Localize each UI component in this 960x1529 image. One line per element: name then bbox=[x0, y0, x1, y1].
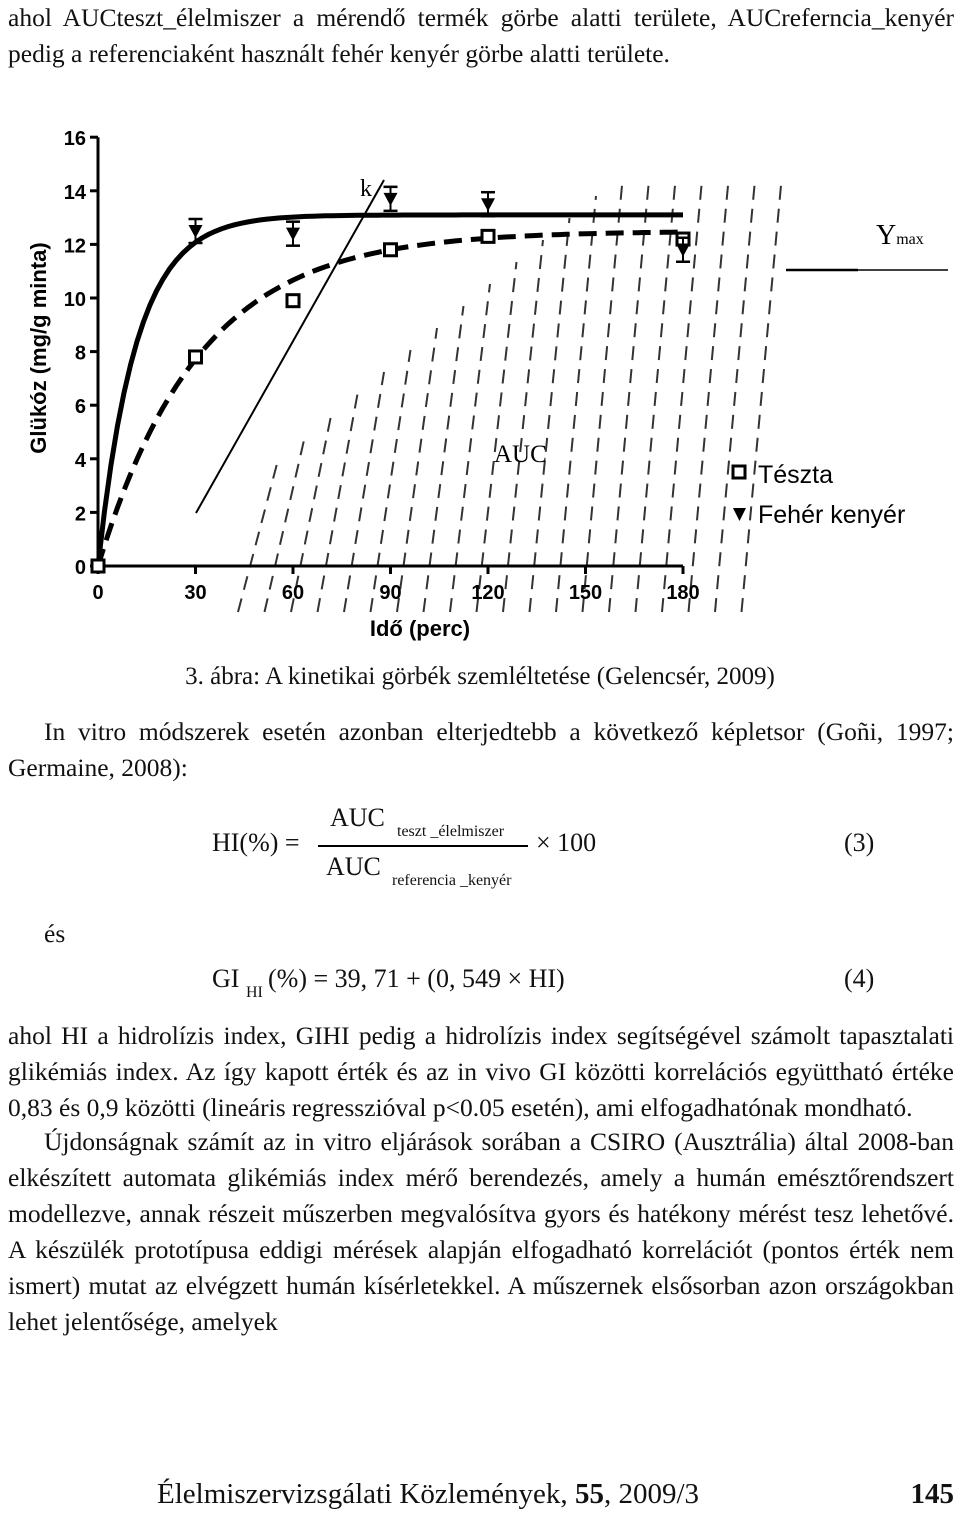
point-teszta bbox=[287, 295, 299, 307]
eq3-denominator-sub: referencia _kenyér bbox=[392, 872, 512, 889]
y-tick-labels bbox=[64, 128, 98, 579]
k-label: k bbox=[360, 176, 372, 202]
y-tick-label: 12 bbox=[63, 235, 86, 258]
x-tick-label: 180 bbox=[666, 582, 700, 604]
ymax-subscript: max bbox=[896, 231, 924, 248]
paragraph-3: Újdonságnak számít az in vitro eljárások sorában a CSIRO (Ausztrália) által 2008-ban elkészített automata glikémiás index mérő berendezés, amely a humán emésztőrendszert modellezve, annak részeit műszerben megvalósítva gyors és hatékony mérést tesz lehetővé. A készülék prototípusa eddigi mérések alapján elfogadható korrelációt (pontos érték nem ismert) mutat az elvégzett humán kísérletekkel. A műszernek elsősorban azon országokban lehet jelentősége, amelyek bbox=[8, 1127, 954, 1336]
figure-caption: 3. ábra: A kinetikai görbék szemléltetése (Gelencsér, 2009) bbox=[185, 663, 775, 690]
ymax-label: Ymax bbox=[876, 220, 924, 251]
y-tick-label: 14 bbox=[63, 181, 86, 204]
eq4-gi: GI bbox=[212, 964, 240, 993]
legend-label-teszta: Tészta bbox=[758, 461, 834, 489]
footer-journal: Élelmiszervizsgálati Közlemények, 55, 2009/3 bbox=[157, 1478, 699, 1510]
eq3-numerator: AUC bbox=[330, 803, 385, 832]
hatch-line bbox=[344, 372, 384, 612]
legend-triangle-marker bbox=[733, 508, 746, 521]
y-tick-label: 2 bbox=[74, 503, 86, 526]
footer-page-number: 145 bbox=[910, 1478, 954, 1510]
y-tick-label: 16 bbox=[63, 128, 86, 151]
y-tick-label: 6 bbox=[74, 396, 86, 419]
auc-label: AUC bbox=[494, 441, 547, 468]
point-teszta bbox=[92, 560, 104, 572]
series-curves bbox=[98, 215, 683, 566]
eq4-rhs: (%) = 39, 71 + (0, 549 × HI) bbox=[268, 964, 565, 993]
hatch-line bbox=[503, 240, 543, 612]
x-tick-label: 90 bbox=[379, 582, 402, 604]
hatch-line bbox=[583, 180, 623, 612]
paragraph-1: In vitro módszerek esetén azonban elterjedtebb a következő képletsor (Goñi, 1997; Germaine, 2008): bbox=[8, 717, 954, 782]
hatch-line bbox=[715, 180, 755, 612]
hatch-line bbox=[689, 180, 729, 612]
curve-feher-kenyer bbox=[98, 215, 683, 566]
legend-label-feher-kenyer: Fehér kenyér bbox=[758, 501, 906, 529]
hatch-line bbox=[556, 196, 596, 612]
y-tick-label: 4 bbox=[74, 449, 86, 472]
hatch-line bbox=[318, 394, 358, 612]
eq4-label: (4) bbox=[844, 964, 875, 993]
hatch-line bbox=[530, 218, 570, 612]
glucose-kinetics-chart bbox=[0, 110, 960, 655]
es-word: és bbox=[44, 919, 66, 948]
legend-square-marker bbox=[733, 466, 745, 478]
point-teszta bbox=[190, 351, 202, 363]
hatch-line bbox=[450, 284, 490, 612]
x-axis-label: Idő (perc) bbox=[369, 616, 471, 641]
x-tick-label: 150 bbox=[568, 582, 603, 604]
x-tick-label: 120 bbox=[471, 582, 505, 604]
y-axis-label: Glükóz (mg/g minta) bbox=[26, 242, 51, 454]
eq3-numerator-sub: teszt _élelmiszer bbox=[397, 823, 505, 840]
eq3-denominator: AUC bbox=[326, 852, 381, 881]
hatch-line bbox=[238, 460, 278, 612]
footer-volume: 55 bbox=[574, 1478, 604, 1510]
x-tick-labels bbox=[92, 566, 699, 604]
intro-paragraph: ahol AUCteszt_élelmiszer a mérendő termék görbe alatti területe, AUCreferncia_kenyér pedig a referenciaként használt fehér kenyér görbe alatti területe. bbox=[8, 3, 954, 68]
x-tick-label: 0 bbox=[92, 582, 104, 604]
eq3-lhs: HI(%) = bbox=[212, 828, 300, 857]
eq4-gi-sub: HI bbox=[246, 984, 263, 1001]
y-tick-label: 8 bbox=[74, 342, 86, 365]
x-tick-label: 30 bbox=[184, 582, 207, 604]
y-tick-label: 10 bbox=[63, 289, 86, 311]
y-tick-label: 0 bbox=[74, 557, 86, 579]
point-teszta bbox=[385, 244, 397, 256]
hatch-line bbox=[742, 180, 782, 612]
eq3-label: (3) bbox=[844, 828, 875, 857]
hatch-line bbox=[609, 180, 649, 612]
x-tick-label: 60 bbox=[281, 582, 305, 604]
auc-hatch-area bbox=[238, 180, 782, 612]
hatch-line bbox=[636, 180, 676, 612]
hatch-line bbox=[397, 328, 437, 612]
eq3-fraction-bar bbox=[318, 845, 528, 847]
point-teszta bbox=[482, 230, 494, 242]
eq3-times-100: × 100 bbox=[536, 828, 597, 857]
hatch-line bbox=[477, 262, 517, 612]
curve-teszta bbox=[98, 232, 683, 566]
paragraph-2: ahol HI a hidrolízis index, GIHI pedig a hidrolízis index segítségével számolt tapasztalati glikémiás index. Az így kapott érték és az in vivo GI közötti korrelációs együttható értéke 0,83 és 0,9 közötti (lineáris regresszióval p<0.05 esetén), ami elfogadhatónak mondható. bbox=[8, 1021, 954, 1122]
legend bbox=[733, 461, 905, 529]
